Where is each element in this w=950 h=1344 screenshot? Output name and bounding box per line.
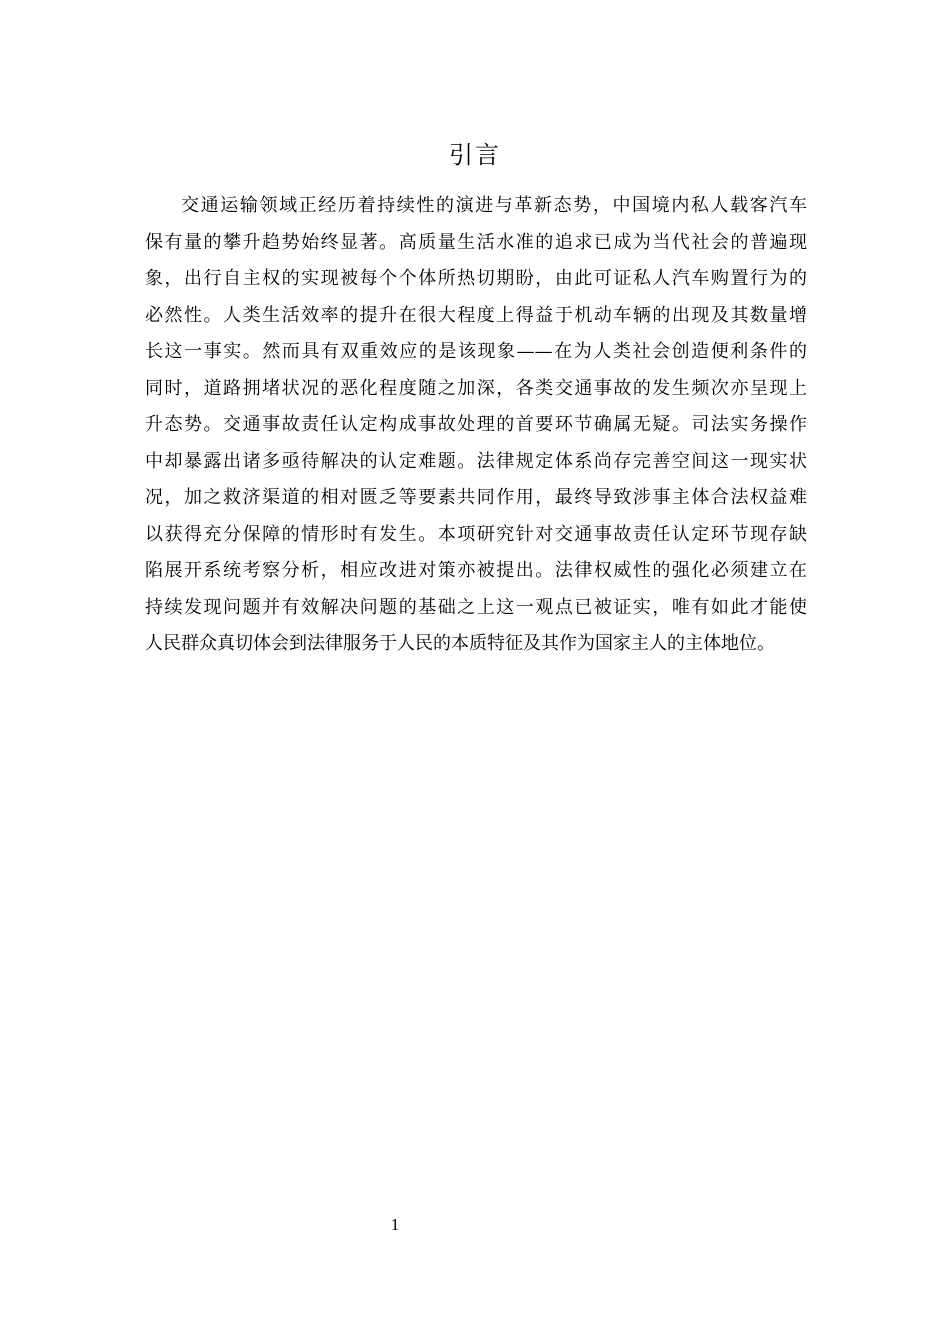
paragraph-line: 人民群众真切体会到法律服务于人民的本质特征及其作为国家主人的主体地位。: [145, 633, 775, 654]
paragraph-line: 长这一事实。然而具有双重效应的是该现象——在为人类社会创造便利条件的: [145, 341, 807, 362]
paragraph-line: 保有量的攀升趋势始终显著。高质量生活水准的追求已成为当代社会的普遍现: [145, 231, 807, 253]
paragraph-line: 必然性。人类生活效率的提升在很大程度上得益于机动车辆的出现及其数量增: [145, 304, 807, 326]
paragraph-line: 升态势。交通事故责任认定构成事故处理的首要环节确属无疑。司法实务操作: [145, 414, 807, 435]
paragraph-line: 同时，道路拥堵状况的恶化程度随之加深，各类交通事故的发生频次亦呈现上: [145, 377, 807, 399]
body-paragraph: [145, 188, 807, 663]
page-number: 1: [390, 1215, 400, 1234]
paragraph-line: 况，加之救济渠道的相对匮乏等要素共同作用，最终导致涉事主体合法权益难: [145, 487, 807, 508]
paragraph-line: 陷展开系统考察分析，相应改进对策亦被提出。法律权威性的强化必须建立在: [145, 560, 807, 581]
paragraph-line: 以获得充分保障的情形时有发生。本项研究针对交通事故责任认定环节现存缺: [145, 523, 807, 545]
paragraph-line: 持续发现问题并有效解决问题的基础之上这一观点已被证实，唯有如此才能使: [145, 596, 807, 618]
page-title: 引言: [449, 141, 501, 169]
paragraph-line: 象，出行自主权的实现被每个个体所热切期盼，由此可证私人汽车购置行为的: [145, 268, 807, 289]
paragraph-line: 交通运输领域正经历着持续性的演进与革新态势，中国境内私人载客汽车: [181, 195, 807, 216]
paragraph-line: 中却暴露出诸多亟待解决的认定难题。法律规定体系尚存完善空间这一现实状: [145, 450, 807, 472]
